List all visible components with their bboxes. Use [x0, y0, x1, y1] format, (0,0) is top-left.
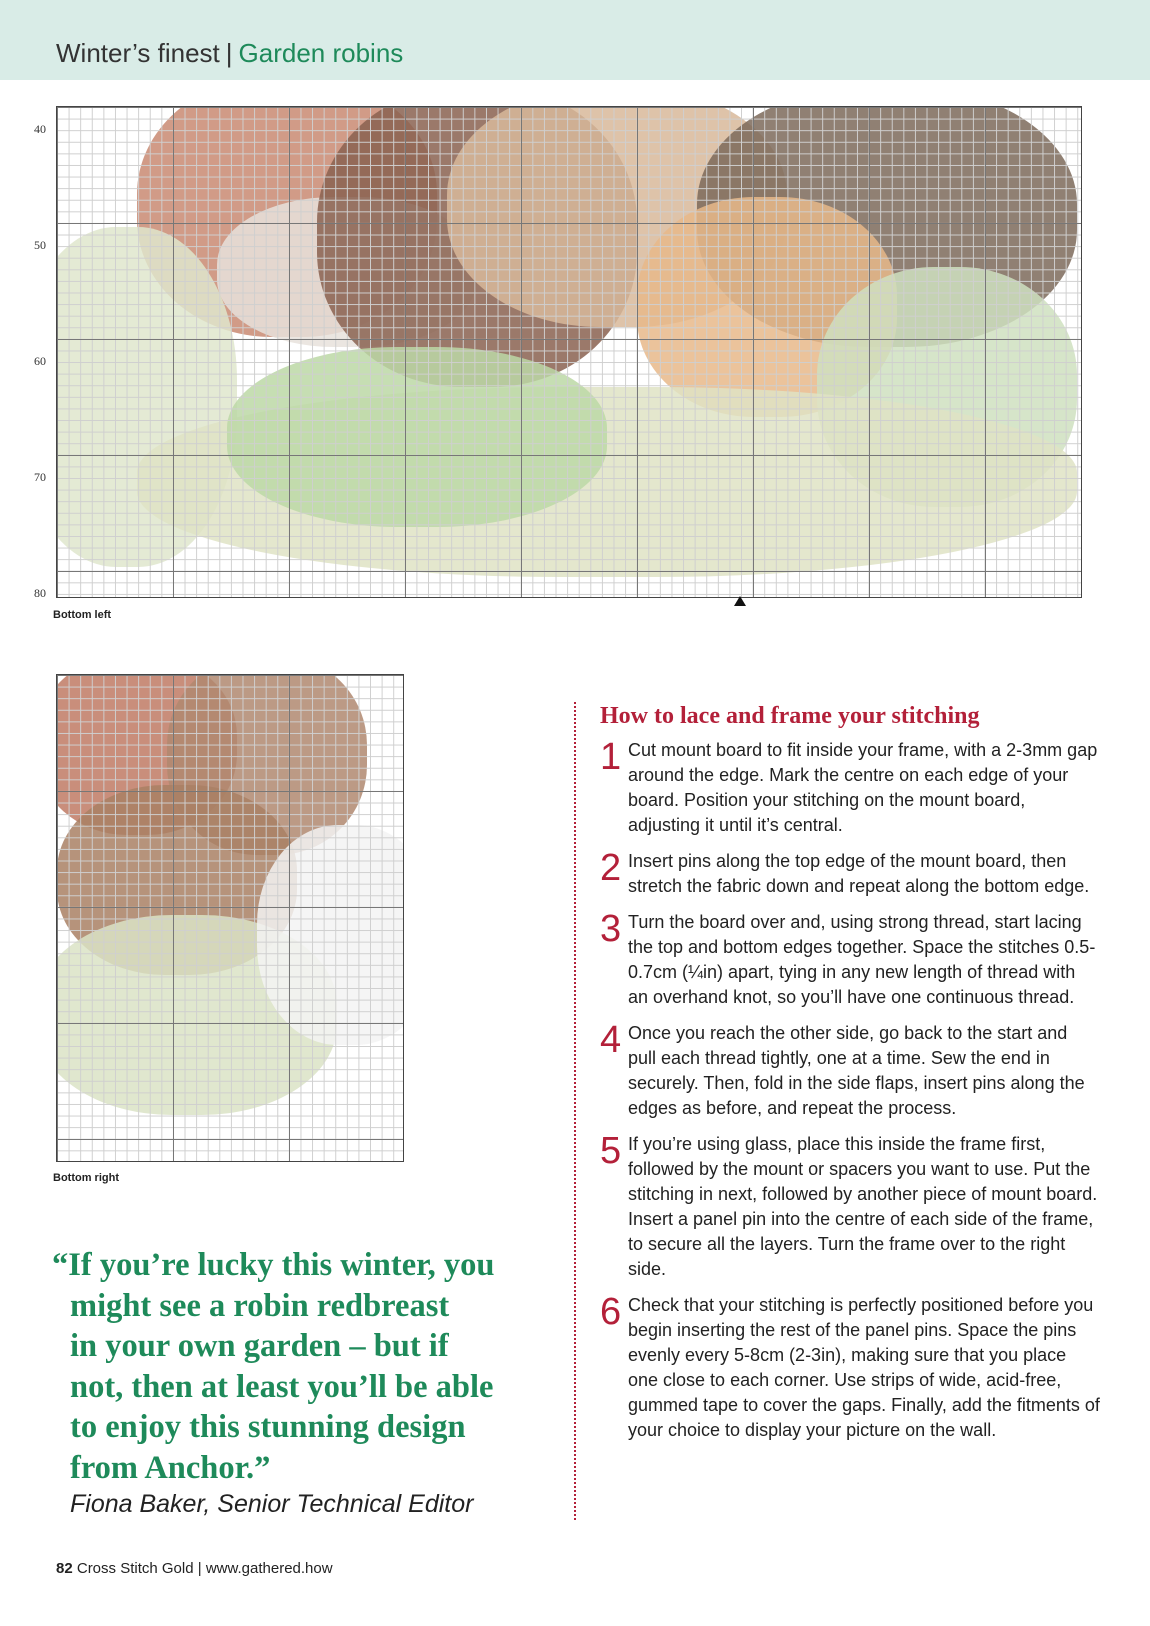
pull-quote	[52, 1245, 552, 1488]
cross-stitch-chart-bottom-left	[56, 106, 1082, 598]
header-band	[0, 0, 1150, 80]
footer-separator: |	[197, 1560, 202, 1577]
header-separator: |	[225, 38, 233, 68]
instructions-title: How to lace and frame your stitching	[600, 703, 980, 729]
page-header	[56, 38, 403, 69]
quote-line: in your own garden – but if	[70, 1328, 449, 1364]
step-text: Insert pins along the top edge of the mount board, then stretch the fabric down and repeat along the bottom edge.	[628, 851, 1090, 896]
chart-label-bottom-right: Bottom right	[53, 1172, 119, 1184]
step-text: Check that your stitching is perfectly positioned before you begin inserting the rest of the panel pins. Space the pins evenly every 5-8cm (2-3in), making sure that you place one close to each corner. Use strips of wide, acid-free, gummed tape to cover the gaps. Finally, add the fitments of your choice to display your picture on the wall.	[628, 1295, 1100, 1440]
step-6	[600, 1293, 1100, 1443]
step-text: Cut mount board to fit inside your frame, with a 2-3mm gap around the edge. Mark the centre on each edge of your board. Position your stitching on the mount board, adjusting it until it’s central.	[628, 740, 1098, 835]
step-3	[600, 910, 1100, 1010]
page-number: 82	[56, 1560, 73, 1577]
row-number: 80	[34, 586, 46, 600]
chart-grid	[57, 675, 403, 1161]
step-5	[600, 1132, 1100, 1282]
step-1	[600, 738, 1100, 838]
row-number: 70	[34, 470, 46, 484]
row-number: 50	[34, 238, 46, 252]
step-text: Once you reach the other side, go back to the start and pull each thread tightly, one at a time. Sew the end in securely. Then, fold in the side flaps, insert pins along the edges as before, and repeat the process.	[628, 1023, 1085, 1118]
section-title: Winter’s finest	[56, 38, 220, 68]
section-subtitle: Garden robins	[238, 38, 404, 68]
step-number: 4	[600, 1019, 622, 1061]
step-number: 6	[600, 1291, 622, 1333]
step-number: 1	[600, 736, 622, 778]
centre-marker-icon	[734, 596, 746, 606]
step-number: 2	[600, 847, 622, 889]
step-4	[600, 1021, 1100, 1121]
chart-label-bottom-left: Bottom left	[53, 609, 112, 621]
quote-attribution: Fiona Baker, Senior Technical Editor	[70, 1490, 474, 1518]
quote-line: to enjoy this stunning design	[70, 1409, 466, 1445]
chart-grid	[57, 107, 1081, 597]
step-number: 5	[600, 1130, 622, 1172]
row-number: 40	[34, 122, 46, 136]
step-2	[600, 849, 1100, 899]
quote-line: from Anchor.”	[70, 1449, 271, 1486]
row-number: 60	[34, 354, 46, 368]
column-divider	[574, 702, 576, 1520]
quote-line: not, then at least you’ll be able	[70, 1368, 494, 1405]
quote-line: might see a robin redbreast	[70, 1287, 450, 1324]
step-number: 3	[600, 908, 622, 950]
quote-line: “If you’re lucky this winter, you	[52, 1247, 495, 1283]
instruction-steps	[600, 738, 1100, 1454]
website-link[interactable]: www.gathered.how	[205, 1560, 333, 1577]
step-text: If you’re using glass, place this inside the frame first, followed by the mount or spacers you want to use. Put the stitching in next, followed by another piece of mount board. Insert a panel pin into the centre of each side of the frame, to secure all the layers. Turn the frame over to the right side.	[628, 1134, 1098, 1279]
page-footer	[56, 1560, 333, 1577]
cross-stitch-chart-bottom-right	[56, 674, 404, 1162]
publication-name: Cross Stitch Gold	[76, 1560, 194, 1577]
step-text: Turn the board over and, using strong thread, start lacing the top and bottom edges together. Space the stitches 0.5-0.7cm (¼in) apart, tying in any new length of thread with an overhand knot, so you’ll have one continuous thread.	[628, 912, 1096, 1007]
